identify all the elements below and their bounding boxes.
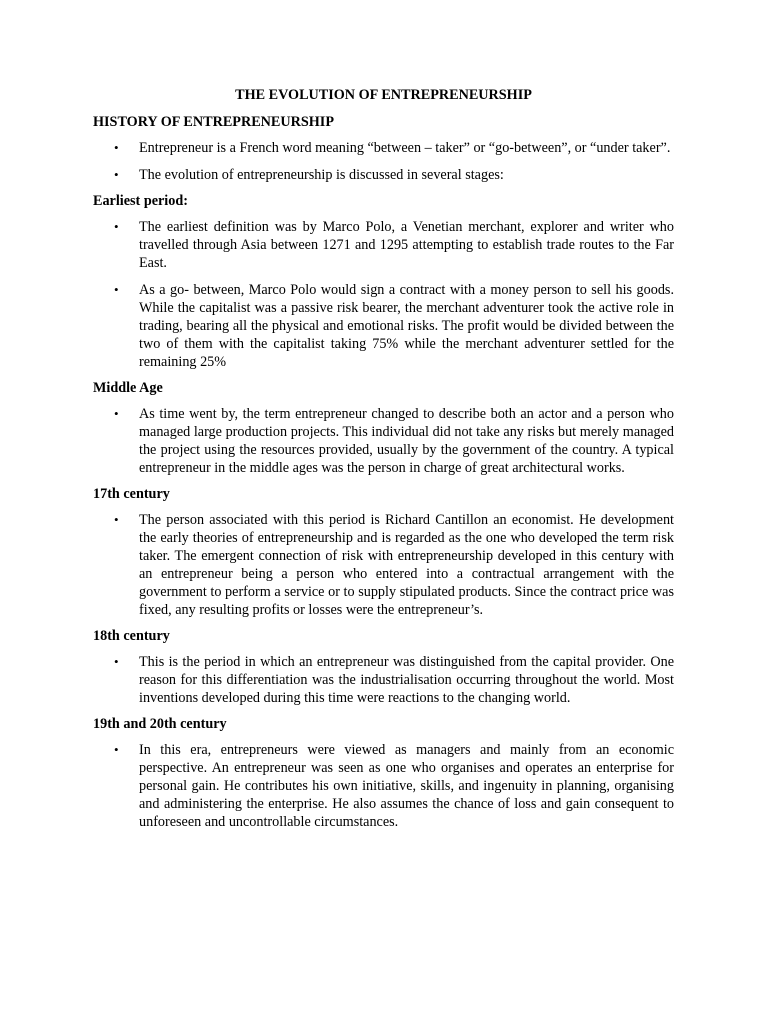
list-item-text: The evolution of entrepreneurship is discussed in several stages: <box>139 167 504 183</box>
bullet-list-middle-age <box>93 405 674 477</box>
bullet-icon: • <box>114 167 119 182</box>
list-item-text: In this era, entrepreneurs were viewed as managers and mainly from an economic perspective. An entrepreneur was seen as one who organises and operates an enterprise for personal gain. He contributes his own initiative, skills, and ingenuity in planning, organising and administering the enterprise. He also assumes the chance of loss and gain consequent to unforeseen and uncontrollable circumstances. <box>139 742 674 830</box>
list-item-text: Entrepreneur is a French word meaning “between – taker” or “go-between”, or “under taker”. <box>139 140 671 156</box>
list-item-text: The person associated with this period is Richard Cantillon an economist. He development the early theories of entrepreneurship and is regarded as the one who developed the term risk taker. The emergent connection of risk with entrepreneurship developed in this century with an entrepreneur being a person who entered into a contractual arrangement with the government to perform a service or to supply stipulated products. Since the contract price was fixed, any resulting profits or losses were the entrepreneur’s. <box>139 512 674 618</box>
list-item-text: This is the period in which an entrepreneur was distinguished from the capital provider. One reason for this differentiation was the industrialisation occurring throughout the world. Most inventions developed during this time were reactions to the changing world. <box>139 654 674 706</box>
list-item <box>93 405 674 477</box>
bullet-icon: • <box>114 512 119 527</box>
bullet-icon: • <box>114 219 119 234</box>
section-heading-middle-age: Middle Age <box>93 380 163 396</box>
section-heading-earliest-period: Earliest period: <box>93 193 188 209</box>
bullet-list-19th-20th-century <box>93 741 674 831</box>
list-item <box>93 281 674 371</box>
list-item <box>93 139 674 157</box>
bullet-list-17th-century <box>93 511 674 619</box>
document-page <box>93 86 674 839</box>
section-heading-17th-century: 17th century <box>93 486 170 502</box>
list-item-text: As time went by, the term entrepreneur changed to describe both an actor and a person who managed large production projects. This individual did not take any risks but merely managed the project using the resources provided, usually by the government of the country. A typical entrepreneur in the middle ages was the person in charge of great architectural works. <box>139 406 674 476</box>
list-item-text: As a go- between, Marco Polo would sign a contract with a money person to sell his goods. While the capitalist was a passive risk bearer, the merchant adventurer took the active role in trading, bearing all the physical and emotional risks. The profit would be divided between the two of them with the capitalist taking 75% while the merchant adventurer settled for the remaining 25% <box>139 282 674 370</box>
list-item <box>93 741 674 831</box>
list-item <box>93 218 674 272</box>
list-item <box>93 166 674 184</box>
list-item-text: The earliest definition was by Marco Polo, a Venetian merchant, explorer and writer who travelled through Asia between 1271 and 1295 attempting to establish trade routes to the Far East. <box>139 219 674 271</box>
bullet-icon: • <box>114 654 119 669</box>
bullet-list-18th-century <box>93 653 674 707</box>
list-item <box>93 653 674 707</box>
section-heading-history: HISTORY OF ENTREPRENEURSHIP <box>93 114 334 130</box>
section-heading-19th-20th-century: 19th and 20th century <box>93 716 227 732</box>
bullet-icon: • <box>114 140 119 155</box>
section-heading-18th-century: 18th century <box>93 628 170 644</box>
bullet-icon: • <box>114 742 119 757</box>
bullet-list-earliest-period <box>93 218 674 371</box>
bullet-icon: • <box>114 406 119 421</box>
bullet-list-history <box>93 139 674 184</box>
document-title: THE EVOLUTION OF ENTREPRENEURSHIP <box>235 87 532 103</box>
list-item <box>93 511 674 619</box>
bullet-icon: • <box>114 282 119 297</box>
